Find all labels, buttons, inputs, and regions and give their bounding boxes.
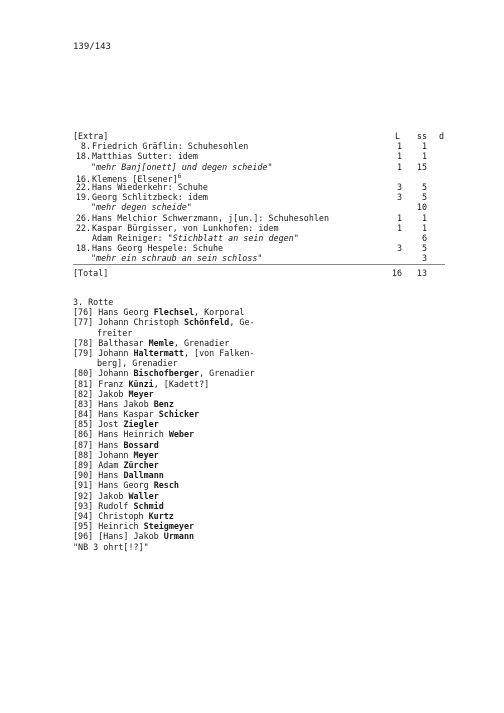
row-number: 22. [75,181,91,192]
roster-entry [73,521,333,531]
entry-first-name: Johann Christoph [98,317,184,328]
row-text: Friedrich Gräflin: Schuhesohlen [92,141,249,152]
row-quote: "mehr Banj[onett] und degen scheide" [91,161,273,172]
entry-id: [96] [73,531,99,542]
entry-first-name: Hans Jakob [98,398,154,409]
entry-first-name: Adam [98,460,124,470]
table-row [73,223,445,233]
entry-first-name: Hans [98,439,124,450]
roster-entry [73,450,333,460]
accounts-table [73,131,445,279]
entry-id: [82] [73,388,99,399]
entry-id: [83] [73,398,99,409]
row-description [73,182,208,192]
cell-ss: 15 [416,161,427,172]
total-ss: 13 [416,268,427,279]
entry-surname: Memle [148,337,174,348]
cell-L: 1 [396,222,402,233]
entry-first-name: Johann [98,347,134,358]
row-text: Georg Schlitzbeck: idem [92,192,208,203]
table-row [73,172,445,182]
entry-first-name: Johann [98,368,134,379]
cell-L: 3 [396,181,402,192]
table-row [73,243,445,253]
entry-surname: Weber [168,429,195,440]
section-title: 3. Rotte [73,297,114,307]
cell-ss: 1 [421,151,427,162]
cell-ss: 5 [421,243,427,254]
row-text: Matthias Sutter: idem [92,151,198,162]
header-d: d [438,131,444,141]
table-row [73,253,445,263]
entry-role: , [Kadett?] [153,378,210,389]
total-L: 16 [391,268,402,279]
roster-entry [73,470,333,480]
cell-ss: 5 [421,192,427,203]
entry-surname: Bischofberger [133,368,200,379]
table-row [73,202,445,212]
entry-first-name: Franz [98,378,129,389]
row-text: Hans Melchior Schwerzmann, j[un.]: Schuhesohlen [92,212,329,223]
entry-role: , [von Falken- [183,347,255,358]
rotte-section [73,297,333,552]
entry-id: [86] [73,429,99,440]
entry-surname: Dallmann [123,470,164,481]
roster-entry [73,409,333,419]
row-number: 8. [80,141,91,152]
entry-surname: Schmid [133,500,164,511]
entry-id: [95] [73,521,99,532]
roster-entry [73,429,333,439]
row-text: Hans Wiederkehr: Schuhe [92,181,208,192]
cell-ss: 1 [421,141,427,152]
cell-ss: 6 [421,232,427,243]
row-description [73,213,329,223]
entry-first-name: Balthasar [98,337,149,348]
cell-ss: 1 [421,222,427,233]
cell-ss: 5 [421,181,427,192]
entry-surname: Haltermatt [133,347,184,358]
row-text: Adam Reiniger: [92,232,168,243]
entry-first-name: Jost [98,419,124,430]
entry-role: , Grenadier [199,368,255,379]
cell-L: 1 [396,141,402,152]
row-number: 19. [75,192,91,203]
header-ss: ss [416,131,427,141]
entry-first-name: Heinrich [98,521,144,532]
cell-ss: 10 [416,202,427,213]
row-description [73,151,198,161]
cell-L: 3 [396,192,402,203]
entry-surname: Zürcher [123,460,159,470]
row-text: Kaspar Bürgisser, von Lunkhofen: idem [92,222,279,233]
entry-role: , Korporal [194,307,245,318]
entry-id: [93] [73,500,99,511]
entry-surname: Schönfeld [183,317,230,328]
table-body [73,141,445,263]
entry-surname: Schicker [158,409,200,420]
entry-id: [90] [73,470,99,481]
entry-surname: Meyer [133,449,159,460]
cell-L: 3 [396,243,402,254]
cell-L: 1 [396,161,402,172]
page-number: 139/143 [73,42,111,52]
row-description [91,162,273,172]
entry-surname: Künzi [128,378,154,389]
entry-surname: Steigmeyer [143,521,195,532]
roster-entry [73,501,333,511]
entry-id: [76] [73,307,99,318]
roster-entry [73,317,333,327]
row-quote: "mehr degen scheide" [91,202,192,213]
entry-first-name: Hans [98,470,124,481]
roster-entry [73,460,333,470]
cell-ss: 1 [421,212,427,223]
entry-first-name: Johann [98,449,134,460]
row-description [73,141,248,151]
entry-id: [88] [73,449,99,460]
roster-entry [73,511,333,521]
roster-entry [73,440,333,450]
entry-id: [81] [73,378,99,389]
row-number: 26. [75,212,91,223]
cell-ss: 3 [421,253,427,264]
row-description [73,192,208,202]
header-L: L [394,131,400,141]
table-row [73,162,445,172]
cell-L: 1 [396,212,402,223]
entry-id: [94] [73,510,99,521]
entry-id: [78] [73,337,99,348]
entry-id: [91] [73,480,99,491]
entry-continuation: berg], Grenadier [97,358,178,369]
entry-surname: Waller [128,490,159,501]
entry-first-name: Rudolf [98,500,134,511]
entry-surname: Bossard [123,439,159,450]
total-divider [73,264,445,265]
entry-first-name: Hans Georg [98,480,154,491]
entry-continuation: freiter [97,327,133,338]
roster-entry [73,399,333,409]
row-number: 18. [75,151,91,162]
row-text: Klemens [Elsener] [92,173,178,184]
entry-surname: Kurtz [148,510,174,521]
entry-first-name: [Hans] Jakob [98,531,164,542]
row-text: Hans Georg Hespele: Schuhe [92,243,224,254]
row-description [73,223,279,233]
cell-L: 1 [396,151,402,162]
roster-entry [73,491,333,501]
entry-first-name: Hans Georg [98,307,154,318]
entry-id: [84] [73,409,99,420]
roster-entry [73,338,333,348]
total-label: [Total] [73,268,109,279]
total-row [73,268,445,278]
roster-entry [73,389,333,399]
entry-first-name: Hans Heinrich [98,429,169,440]
entry-role: , Ge- [229,317,255,328]
row-number: 18. [75,243,91,254]
entry-id: [87] [73,439,99,450]
roster-entry [73,419,333,429]
entry-id: [85] [73,419,99,430]
header-label: [Extra] [73,131,109,141]
entry-first-name: Jakob [98,388,129,399]
entry-id: [80] [73,368,99,379]
entry-surname: Ziegler [123,419,159,430]
entry-first-name: Hans Kaspar [98,409,159,420]
roster-entry [73,531,333,541]
table-row [73,213,445,223]
footnote-marker: 6 [177,172,182,180]
entry-surname: Meyer [128,388,154,399]
entry-id: [89] [73,460,99,470]
roster-entry [73,379,333,389]
entry-id: [79] [73,347,99,358]
roster-entry [73,368,333,378]
table-row [73,141,445,151]
entry-first-name: Jakob [98,490,129,501]
row-description [91,253,262,263]
roster-entry [73,348,333,358]
row-description [73,243,223,253]
entry-surname: Benz [153,398,174,409]
table-row [73,192,445,202]
entry-surname: Urmann [163,531,195,542]
entry-first-name: Christoph [98,510,149,521]
row-quote: "Stichblatt an sein degen" [167,232,299,243]
table-row [73,151,445,161]
row-number: 22. [75,222,91,233]
roster-entry [73,307,333,317]
entry-list [73,307,333,541]
entry-surname: Resch [153,480,179,491]
row-number: 16. [75,173,91,184]
row-quote: "mehr ein schraub an sein schloss" [91,253,263,264]
roster-entry [73,480,333,490]
entry-id: [92] [73,490,99,501]
entry-id: [77] [73,317,99,328]
entry-role: , Grenadier [173,337,230,348]
table-header [73,131,445,141]
entry-surname: Flechsel [153,307,195,318]
table-row [73,233,445,243]
row-description [91,202,192,212]
row-description [92,233,299,243]
section-note: "NB 3 ohrt[!?]" [73,541,149,552]
table-row [73,182,445,192]
